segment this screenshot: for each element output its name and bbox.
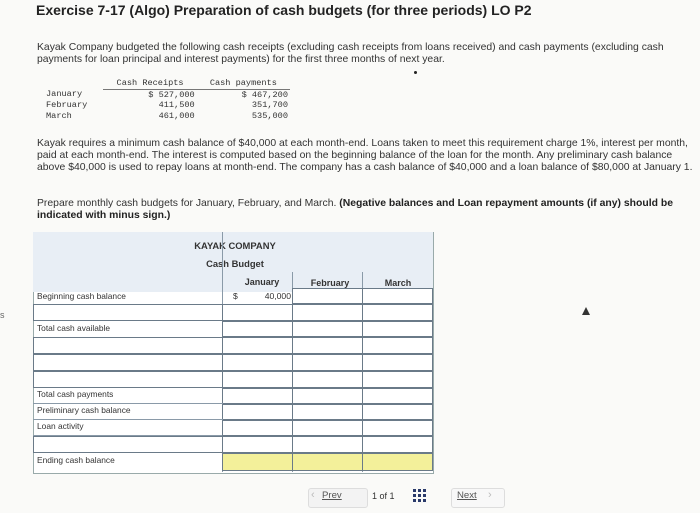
payment-label-input[interactable] — [33, 354, 223, 371]
feb-total-payments-input[interactable] — [292, 388, 363, 404]
payments-header: Cash payments — [197, 78, 290, 89]
jan-payment-input[interactable] — [222, 371, 293, 388]
decorative-dot — [414, 71, 417, 74]
receipts-value: $ 527,000 — [148, 89, 195, 100]
mar-payment-input[interactable] — [362, 371, 433, 388]
column-february: February — [310, 278, 350, 288]
month-label: March — [46, 110, 72, 121]
jan-total-payments-input[interactable] — [222, 388, 293, 404]
table-row — [44, 100, 290, 111]
mar-loan-input[interactable] — [362, 436, 433, 453]
feb-payment-input[interactable] — [292, 371, 363, 388]
feb-preliminary-input[interactable] — [292, 404, 363, 420]
feb-beginning-input[interactable] — [292, 288, 363, 304]
next-label[interactable]: Next — [457, 490, 477, 501]
loan-label-input[interactable] — [33, 436, 223, 453]
instruction-plain: Prepare monthly cash budgets for January, February, and March. — [37, 198, 337, 209]
intro-paragraph: Kayak Company budgeted the following cash receipts (excluding cash receipts from loans received) and cash payments (excluding cash payments for loan principal and interest payments) for the first three months of next year. — [37, 42, 664, 65]
table-row — [44, 111, 290, 122]
column-january: January — [244, 277, 280, 287]
feb-loan-activity-input[interactable] — [292, 420, 363, 436]
mouse-cursor-icon — [582, 307, 590, 315]
mar-receipts-input[interactable] — [362, 304, 433, 321]
label-loan-activity: Loan activity — [37, 421, 84, 431]
jan-preliminary-input[interactable] — [222, 404, 293, 420]
payment-label-input[interactable] — [33, 337, 223, 354]
instruction-paragraph — [37, 198, 692, 222]
mar-total-available-input[interactable] — [362, 321, 433, 337]
receipts-header: Cash Receipts — [103, 78, 196, 89]
feb-payment-input[interactable] — [292, 354, 363, 371]
label-ending-cash: Ending cash balance — [37, 455, 115, 465]
jan-receipts-input[interactable] — [222, 304, 293, 321]
chevron-left-icon: ‹ — [311, 489, 315, 501]
jan-payment-input[interactable] — [222, 337, 293, 354]
jan-loan-activity-input[interactable] — [222, 420, 293, 436]
grid-line — [33, 403, 223, 404]
feb-receipts-input[interactable] — [292, 304, 363, 321]
receipts-value: 411,500 — [158, 100, 195, 110]
mar-total-payments-input[interactable] — [362, 388, 433, 404]
month-label: February — [46, 100, 88, 110]
payments-value: $ 467,200 — [241, 89, 288, 100]
mar-payment-input[interactable] — [362, 354, 433, 371]
mar-beginning-input[interactable] — [362, 288, 433, 304]
label-preliminary: Preliminary cash balance — [37, 405, 131, 415]
jan-ending-input[interactable] — [222, 453, 293, 471]
grid-icon[interactable] — [413, 489, 427, 503]
payments-value: 535,000 — [251, 110, 288, 121]
payment-label-input[interactable] — [33, 371, 223, 388]
feb-total-available-input[interactable] — [292, 321, 363, 337]
column-march: March — [384, 278, 412, 288]
feb-loan-input[interactable] — [292, 436, 363, 453]
feb-payment-input[interactable] — [292, 337, 363, 354]
blank-header — [44, 78, 103, 89]
label-total-payments: Total cash payments — [37, 389, 114, 399]
budget-title: Cash Budget — [206, 258, 264, 269]
feb-ending-input[interactable] — [292, 453, 363, 471]
jan-payment-input[interactable] — [222, 354, 293, 371]
jan-total-available-input[interactable] — [222, 321, 293, 337]
label-total-available: Total cash available — [37, 323, 111, 333]
instruction-bold: (Negative balances and Loan repayment amounts (if any) should be indicated with minus sign.) — [37, 198, 673, 221]
dollar-sign: $ — [233, 291, 238, 301]
receipts-value: 461,000 — [158, 110, 195, 121]
receipts-label-input[interactable] — [33, 304, 223, 321]
table-row — [44, 89, 290, 100]
payments-value: 351,700 — [251, 100, 288, 110]
prev-label[interactable]: Prev — [322, 490, 342, 501]
mar-loan-activity-input[interactable] — [362, 420, 433, 436]
exercise-title: Exercise 7-17 (Algo) Preparation of cash budgets (for three periods) LO P2 — [36, 2, 532, 18]
company-name: KAYAK COMPANY — [194, 240, 276, 251]
side-mark: s — [0, 310, 5, 320]
grid-line — [33, 419, 223, 420]
mar-preliminary-input[interactable] — [362, 404, 433, 420]
jan-beginning-balance: 40,000 — [264, 291, 291, 301]
month-label: January — [46, 89, 83, 100]
mar-ending-input[interactable] — [362, 453, 433, 471]
label-beginning-cash: Beginning cash balance — [37, 291, 126, 301]
requirement-paragraph: Kayak requires a minimum cash balance of $40,000 at each month-end. Loans taken to meet this requirement charge 1%, interest per month, paid at each month-end. The interest is computed based on the beginning balance of the loan for the month. Any preliminary cash balance above $40,000 is used to repay loans at month-end. The company has a cash balance of $40,000 and a loan balance of $80,000 at January 1. — [37, 138, 693, 173]
chevron-right-icon: › — [488, 489, 492, 501]
page-indicator: 1 of 1 — [372, 491, 395, 501]
mar-payment-input[interactable] — [362, 337, 433, 354]
receipts-payments-table — [44, 78, 290, 121]
jan-loan-input[interactable] — [222, 436, 293, 453]
